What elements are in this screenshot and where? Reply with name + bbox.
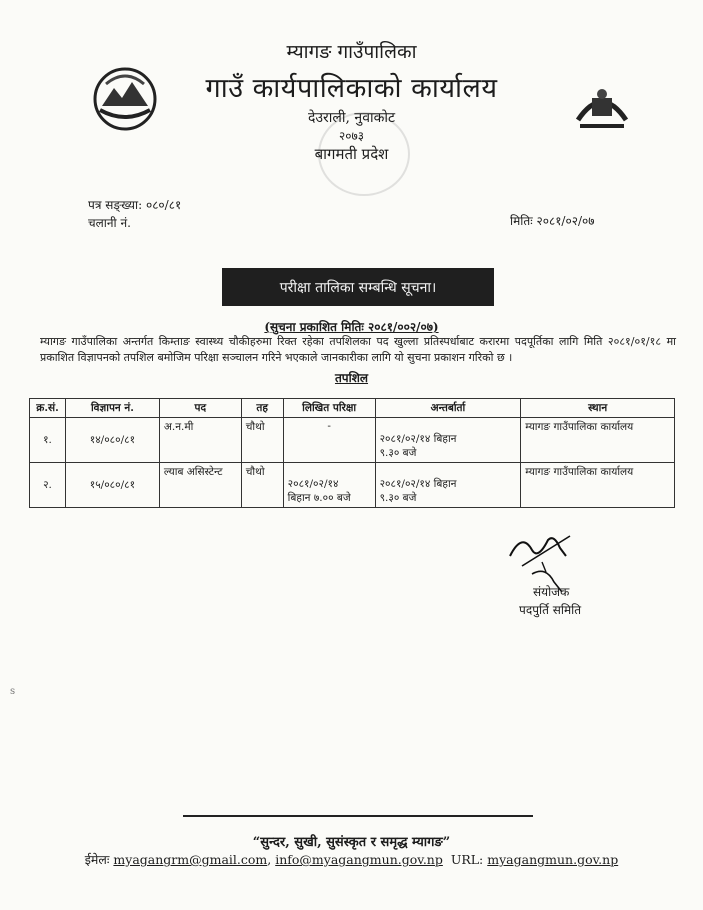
cell-venue: म्यागङ गाउँपालिका कार्यालय — [521, 463, 675, 508]
margin-mark: s — [10, 686, 16, 697]
committee-name: पदपुर्ति समिति — [519, 603, 582, 617]
interview-time: ९.३० बजे — [379, 492, 417, 504]
office-title: गाउँ कार्यपालिकाको कार्यालय — [205, 73, 498, 104]
cell-interview — [375, 418, 521, 463]
written-time: बिहान ७.०० बजे — [287, 492, 351, 504]
cell-post: ल्याब असिस्टेन्ट — [159, 463, 241, 508]
letter-number: पत्र सङ्ख्या: ०८०/८१ — [88, 198, 182, 212]
col-header-written-exam: लिखित परिक्षा — [283, 399, 375, 418]
cell-sn: २. — [30, 463, 66, 508]
cell-written-exam: - — [283, 418, 375, 463]
email-label: ईमेलः — [84, 852, 110, 867]
footer-divider — [183, 815, 533, 817]
details-heading: तपशिल — [334, 371, 369, 385]
interview-time: ९.३० बजे — [379, 447, 417, 459]
cell-written-exam — [283, 463, 375, 508]
col-header-venue: स्थान — [521, 399, 675, 418]
col-header-post: पद — [159, 399, 241, 418]
cell-sn: १. — [30, 418, 66, 463]
cell-post: अ.न.मी — [159, 418, 241, 463]
municipality-name: म्यागङ गाउँपालिका — [286, 41, 417, 63]
interview-date: २०८१/०२/१४ बिहान — [379, 478, 457, 490]
province-name: बागमती प्रदेश — [314, 145, 389, 163]
published-date: (सुचना प्रकाशित मितिः २०८१/००२/०७) — [264, 320, 439, 334]
office-address: देउराली, नुवाकोट — [307, 110, 396, 126]
col-header-interview: अन्तर्बार्ता — [375, 399, 521, 418]
letter-date: मितिः २०८१/०२/०७ — [510, 214, 595, 228]
cell-level: चौथो — [241, 463, 283, 508]
table-row — [30, 418, 675, 463]
cell-interview — [375, 463, 521, 508]
cell-adv-no: १४/०८०/८१ — [65, 418, 159, 463]
footer-motto: “सुन्दर, सुखी, सुसंस्कृत र समृद्ध म्यागङ” — [252, 835, 451, 850]
col-header-sn: क्र.सं. — [30, 399, 66, 418]
table-header-row — [30, 399, 675, 418]
website-link[interactable]: myagangmun.gov.np — [487, 852, 619, 867]
email-link-1[interactable]: myagangrm@gmail.com — [113, 852, 268, 867]
signatory-title: संयोजक — [533, 585, 570, 599]
interview-date: २०८१/०२/१४ बिहान — [379, 433, 457, 445]
email-link-2[interactable]: info@myagangmun.gov.np — [275, 852, 443, 867]
url-label: URL: — [450, 852, 484, 867]
notice-paragraph: म्यागङ गाउँपालिका अन्तर्गत किम्ताङ स्वास्थ्य चौकीहरुमा रिक्त रहेका तपशिलका पद खुल्ला प्रतिस्पर्धाबाट करारमा पदपूर्तिका लागि मिति २०८१/०१/१८ मा प्रकाशित विज्ञापनको तपशिल बमोजिम परिक्षा सञ्चालन गरिने भएकाले जानकारीका लागि यो सुचना प्रकाशन गरिको छ । — [40, 335, 676, 364]
col-header-adv-no: विज्ञापन नं. — [65, 399, 159, 418]
cell-venue: म्यागङ गाउँपालिका कार्यालय — [521, 418, 675, 463]
exam-schedule-table — [29, 398, 675, 508]
notice-title-banner: परीक्षा तालिका सम्बन्धि सूचना। — [222, 268, 494, 306]
footer-contact: ईमेलः myagangrm@gmail.com, info@myagangmun.gov.np URL: myagangmun.gov.np — [84, 852, 619, 867]
cell-level: चौथो — [241, 418, 283, 463]
cell-adv-no: १५/०८०/८१ — [65, 463, 159, 508]
col-header-level: तह — [241, 399, 283, 418]
table-row — [30, 463, 675, 508]
established-year: २०७३ — [339, 129, 364, 143]
dispatch-number: चलानी नं. — [88, 216, 131, 230]
written-date: २०८१/०२/१४ — [287, 478, 339, 490]
